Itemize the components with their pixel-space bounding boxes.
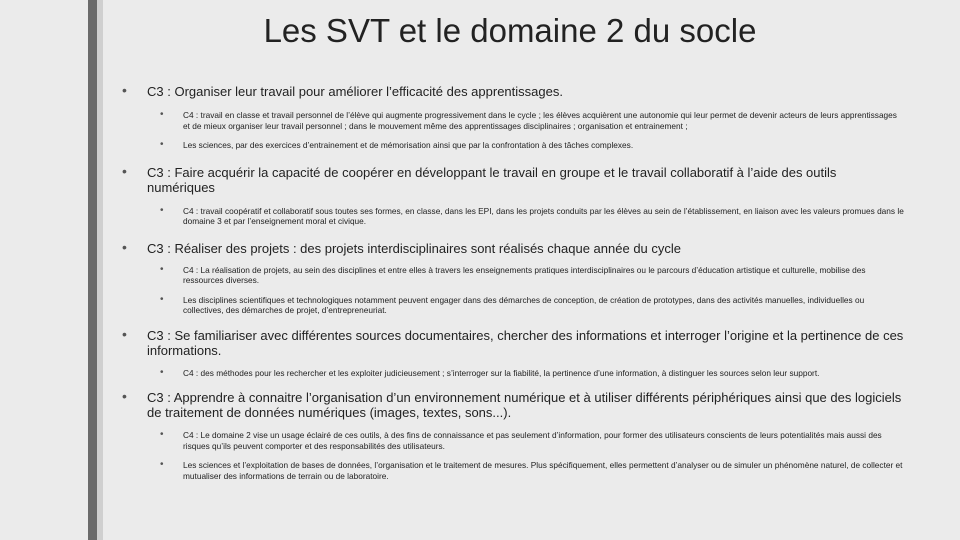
section-heading: C3 : Se familiariser avec différentes sources documentaires, chercher des informations et interroger l’origine et la pertinence de ces informations. <box>147 327 904 358</box>
bullet-dot-icon: • <box>160 109 164 120</box>
bullet-level2 <box>120 206 905 227</box>
bullet-dot-icon: • <box>122 325 127 342</box>
section-heading: C3 : Apprendre à connaitre l’organisation d’un environnement numérique et à utiliser différents périphériques ainsi que des logiciels de traitement de données numériques (images, textes, sons...). <box>147 390 902 420</box>
bullet-level2 <box>120 430 905 451</box>
section-item: Les sciences, par des exercices d’entrainement et de mémorisation ainsi que par la confrontation à des tâches complexes. <box>183 140 634 150</box>
slide-title: Les SVT et le domaine 2 du socle <box>263 12 757 49</box>
bullet-level2 <box>120 460 905 481</box>
bullet-level1 <box>120 390 905 420</box>
bullet-dot-icon: • <box>122 388 127 404</box>
bullet-level1 <box>120 84 905 99</box>
bullet-dot-icon: • <box>122 238 127 255</box>
bullet-level2 <box>120 265 905 286</box>
section-heading: C3 : Organiser leur travail pour améliorer l’efficacité des apprentissages. <box>147 84 563 99</box>
bullet-level2 <box>120 140 905 151</box>
section-item: C4 : La réalisation de projets, au sein des disciplines et entre elles à travers les enseignements pratiques interdisciplinaires ou le parcours d’éducation artistique et culturelle, mobilise des ressources diverses. <box>183 264 866 285</box>
section-item: C4 : travail en classe et travail personnel de l’élève qui augmente progressivement dans le cycle ; les élèves acquièrent une autonomie qui leur permet de devenir acteurs de leurs apprentissages et de mieux organiser leur travail personnel ; dans le mouvement même des apprentissages disciplinaires ; organisation et entrainement ; <box>183 110 897 131</box>
section-item: C4 : Le domaine 2 vise un usage éclairé de ces outils, à des fins de connaissance et pas seulement d’information, pour former des utilisateurs conscients de leurs potentialités mais aussi des risques qu’ils peuvent comporter et des responsabilités des utilisateurs. <box>183 430 882 451</box>
bullet-dot-icon: • <box>160 293 164 305</box>
bullet-dot-icon: • <box>160 263 164 275</box>
bullet-dot-icon: • <box>160 366 164 378</box>
bullet-level2 <box>120 295 905 316</box>
bullet-dot-icon: • <box>122 82 127 98</box>
bullet-dot-icon: • <box>122 162 127 179</box>
section-item: Les sciences et l’exploitation de bases de données, l’organisation et le traitement de mesures. Plus spécifiquement, elles permettent d’analyser ou de simuler un phénomène naturel, de collecter et mutualiser des informations de terrain ou de laboratoire. <box>183 460 903 481</box>
section-item: C4 : travail coopératif et collaboratif sous toutes ses formes, en classe, dans les EPI, dans les projets conduits par les élèves au sein de l’établissement, en liaison avec les valeurs promues dans le domaine 3 et par l’enseignement moral et civique. <box>183 205 904 226</box>
section-heading: C3 : Réaliser des projets : des projets interdisciplinaires sont réalisés chaque année du cycle <box>147 240 682 256</box>
section-item: C4 : des méthodes pour les rechercher et les exploiter judicieusement ; s’interroger sur la fiabilité, la pertinence d’une information, à distinguer les sources selon leur support. <box>183 367 820 378</box>
bullet-dot-icon: • <box>160 459 164 470</box>
section-heading: C3 : Faire acquérir la capacité de coopérer en développant le travail en groupe et le travail collaboratif à l’aide des outils numériques <box>147 164 837 195</box>
bullet-dot-icon: • <box>160 139 164 150</box>
bullet-dot-icon: • <box>160 429 164 440</box>
bullet-level2 <box>120 368 905 379</box>
bullet-dot-icon: • <box>160 204 164 216</box>
bullet-level1 <box>120 325 905 358</box>
bullet-level2 <box>120 110 905 131</box>
left-accent-band-light <box>97 0 103 540</box>
slide-content <box>120 82 905 481</box>
left-accent-band <box>88 0 97 540</box>
section-item: Les disciplines scientifiques et technologiques notamment peuvent engager dans des démarches de conception, de création de prototypes, dans des activités manuelles, individuelles ou collectives, des démarches de projet, d’entrepreneuriat. <box>183 294 865 315</box>
bullet-level1 <box>120 162 905 195</box>
bullet-level1 <box>120 238 905 256</box>
